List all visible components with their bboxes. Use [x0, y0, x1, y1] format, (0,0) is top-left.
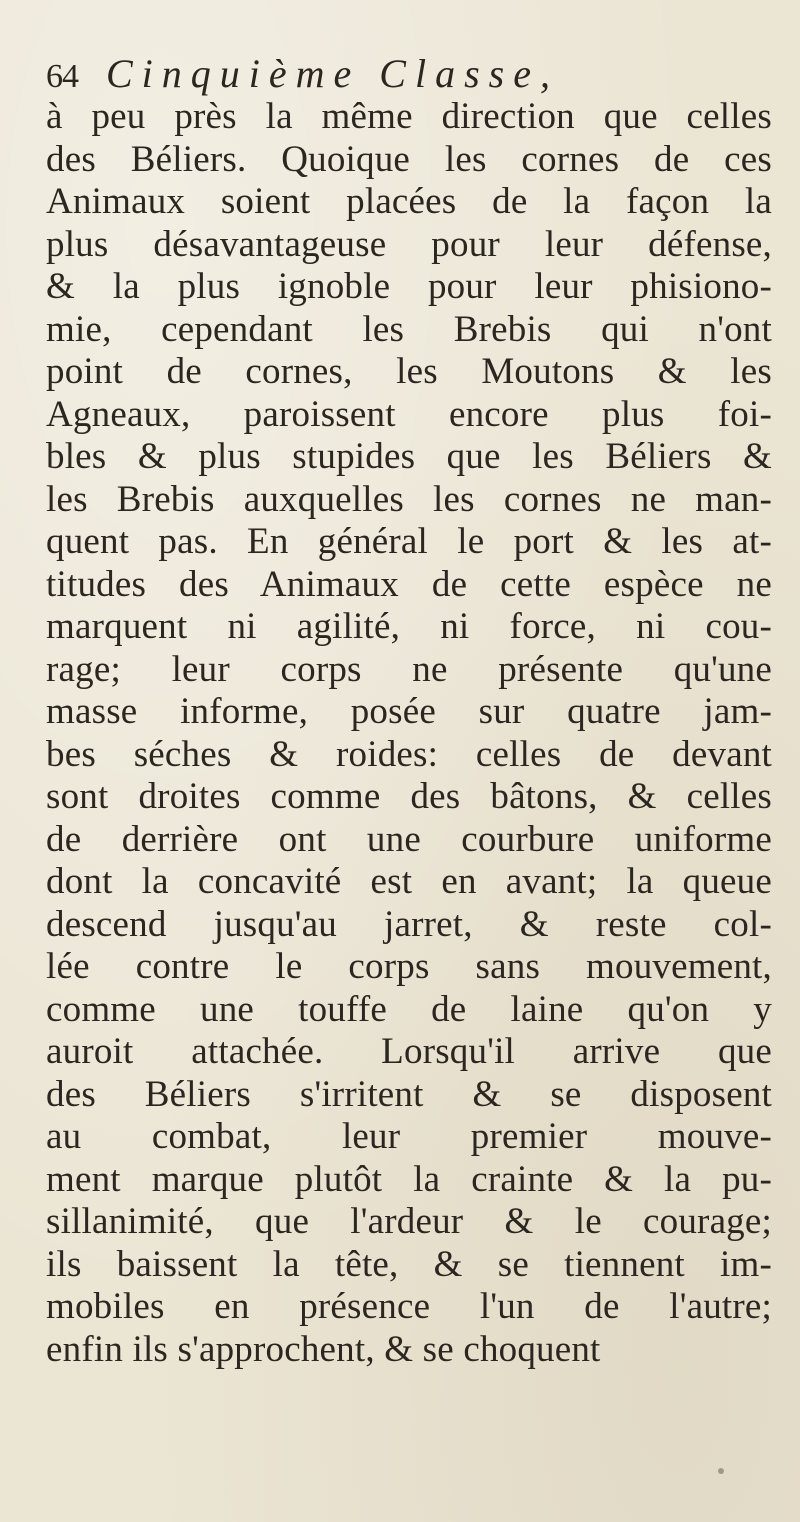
text-line: des Béliers. Quoique les cornes de ces	[46, 138, 772, 180]
text-line: bes séches & roides: celles de devant	[46, 733, 772, 775]
text-line: à peu près la même direction que celles	[46, 96, 772, 137]
body-text	[46, 96, 772, 1371]
page-header	[46, 50, 766, 100]
text-line: bles & plus stupides que les Béliers &	[46, 436, 772, 477]
text-line: quent pas. En général le port & les at-	[46, 521, 772, 562]
text-line: dont la concavité est en avant; la queue	[46, 861, 772, 902]
text-line: auroit attachée. Lorsqu'il arrive que	[46, 1031, 772, 1072]
text-line: comme une touffe de laine qu'on y	[46, 988, 772, 1030]
page-number: 64	[46, 58, 78, 95]
text-line: Agneaux, paroissent encore plus foi-	[46, 393, 772, 435]
text-line: point de cornes, les Moutons & les	[46, 351, 772, 392]
text-line: enfin ils s'approchent, & se choquent	[46, 1328, 601, 1370]
text-line: plus désavantageuse pour leur défense,	[46, 223, 772, 265]
text-line: rage; leur corps ne présente qu'une	[46, 648, 772, 690]
text-line: de derrière ont une courbure uniforme	[46, 818, 772, 860]
text-line: lée contre le corps sans mouvement,	[46, 946, 772, 987]
text-line: ment marque plutôt la crainte & la pu-	[46, 1158, 772, 1200]
text-line: titudes des Animaux de cette espèce ne	[46, 563, 772, 605]
ink-speck	[718, 1468, 724, 1474]
text-line: mie, cependant les Brebis qui n'ont	[46, 308, 772, 350]
text-line: & la plus ignoble pour leur phisiono-	[46, 266, 772, 307]
text-line: les Brebis auxquelles les cornes ne man-	[46, 478, 772, 520]
text-line: des Béliers s'irritent & se disposent	[46, 1073, 772, 1115]
text-line: marquent ni agilité, ni force, ni cou-	[46, 606, 772, 647]
text-line: descend jusqu'au jarret, & reste col-	[46, 903, 772, 945]
text-line: sillanimité, que l'ardeur & le courage;	[46, 1201, 772, 1242]
text-line: masse informe, posée sur quatre jam-	[46, 691, 772, 732]
text-line: au combat, leur premier mouve-	[46, 1116, 772, 1157]
text-line: sont droites comme des bâtons, & celles	[46, 776, 772, 817]
text-line: ils baissent la tête, & se tiennent im-	[46, 1243, 772, 1285]
text-line: Animaux soient placées de la façon la	[46, 181, 772, 222]
text-line: mobiles en présence l'un de l'autre;	[46, 1286, 772, 1327]
running-head: Cinquième Classe,	[106, 51, 559, 96]
